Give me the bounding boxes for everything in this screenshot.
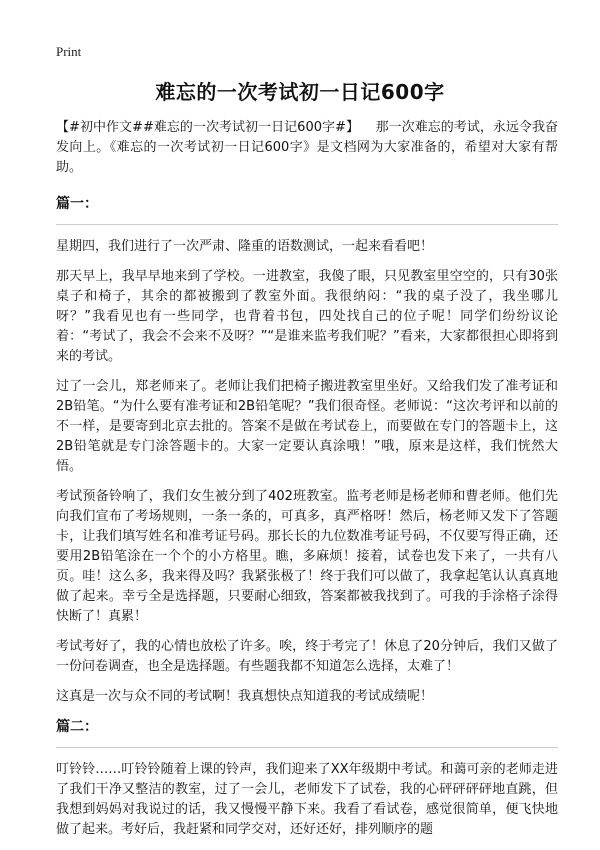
paragraph: 考试考好了，我的心情也放松了许多。唉，终于考完了！休息了20分钟后，我们又做了一份问卷调查，也全是选择题。有些题我都不知道怎么选择，太难了！ — [56, 639, 558, 674]
paragraph: 星期四，我们进行了一次严肃、隆重的语数测试，一起来看看吧！ — [56, 239, 434, 254]
section-divider-2 — [56, 747, 558, 748]
section-heading-2: 篇二： — [56, 719, 98, 735]
intro-text: 那一次难忘的考试，永远令我奋发向上。《难忘的一次考试初一日记600字》是文档网为大家准备的，希望对大家有帮助。 — [56, 120, 558, 175]
paragraph: 考试预备铃响了，我们女生被分到了402班教室。监考老师是杨老师和曹老师。他们先向我们宣布了考场规则，一条一条的，可真多，真严格呀！然后，杨老师又发下了答题卡，让我们填写姓名和准考证号码。那长长的九位数准考证号码，不仅要写得正确，还要用2B铅笔涂在一个个的小方格里。瞧，多麻烦！接着，试卷也发下来了，一共有八页。哇！这么多，我来得及吗？我紧张极了！终于我们可以做了，我拿起笔认认真真地做了起来。幸亏全是选择题，只要耐心细致，答案都被我找到了。可我的手涂格子涂得快断了！真累！ — [56, 489, 558, 624]
section-heading-1: 篇一： — [56, 196, 98, 212]
paragraph: 过了一会儿，郑老师来了。老师让我们把椅子搬进教室里坐好。又给我们发了准考证和2B铅笔。“为什么要有准考证和2B铅笔呢？”我们很奇怪。老师说：“这次考评和以前的不一样，是要寄到北京去批的。答案不是做在考试卷上，而要做在专门的答题卡上，这2B铅笔就是专门涂答题卡的。大家一定要认真涂哦！”哦，原来是这样，我们恍然大悟。 — [56, 379, 558, 474]
paragraph: 那天早上，我早早地来到了学校。一进教室，我傻了眼，只见教室里空空的，只有30张桌子和椅子，其余的都被搬到了教室外面。我很纳闷：“我的桌子没了，我坐哪儿呀？”我看见也有一些同学，也背着书包，四处找自己的位子呢！同学们纷纷议论着：“考试了，我会不会来不及呀？”“是谁来监考我们呢？”看来，大家都很担心即将到来的考试。 — [56, 269, 558, 364]
paragraph: 这真是一次与众不同的考试啊！我真想快点知道我的考试成绩呢！ — [56, 689, 434, 704]
print-link[interactable]: Print — [56, 44, 82, 59]
paragraph: 叮铃铃……叮铃铃随着上课的铃声，我们迎来了XX年级期中考试。和蔼可亲的老师走进了我们干净又整洁的教室，过了一会儿，老师发下了试卷，我的心砰砰砰砰地直跳，但我想到妈妈对我说过的话，我又慢慢平静下来。我看了看试卷，感觉很简单，便飞快地做了起来。考好后，我赶紧和同学交对，还好还好，排列顺序的题 — [56, 762, 558, 837]
intro-spacer — [359, 120, 376, 135]
intro-tags: 【#初中作文##难忘的一次考试初一日记600字#】 — [56, 120, 359, 135]
section-divider-1 — [56, 224, 558, 225]
article-body — [56, 118, 558, 850]
page-title: 难忘的一次考试初一日记600字 — [155, 80, 445, 104]
intro-paragraph — [56, 118, 558, 178]
